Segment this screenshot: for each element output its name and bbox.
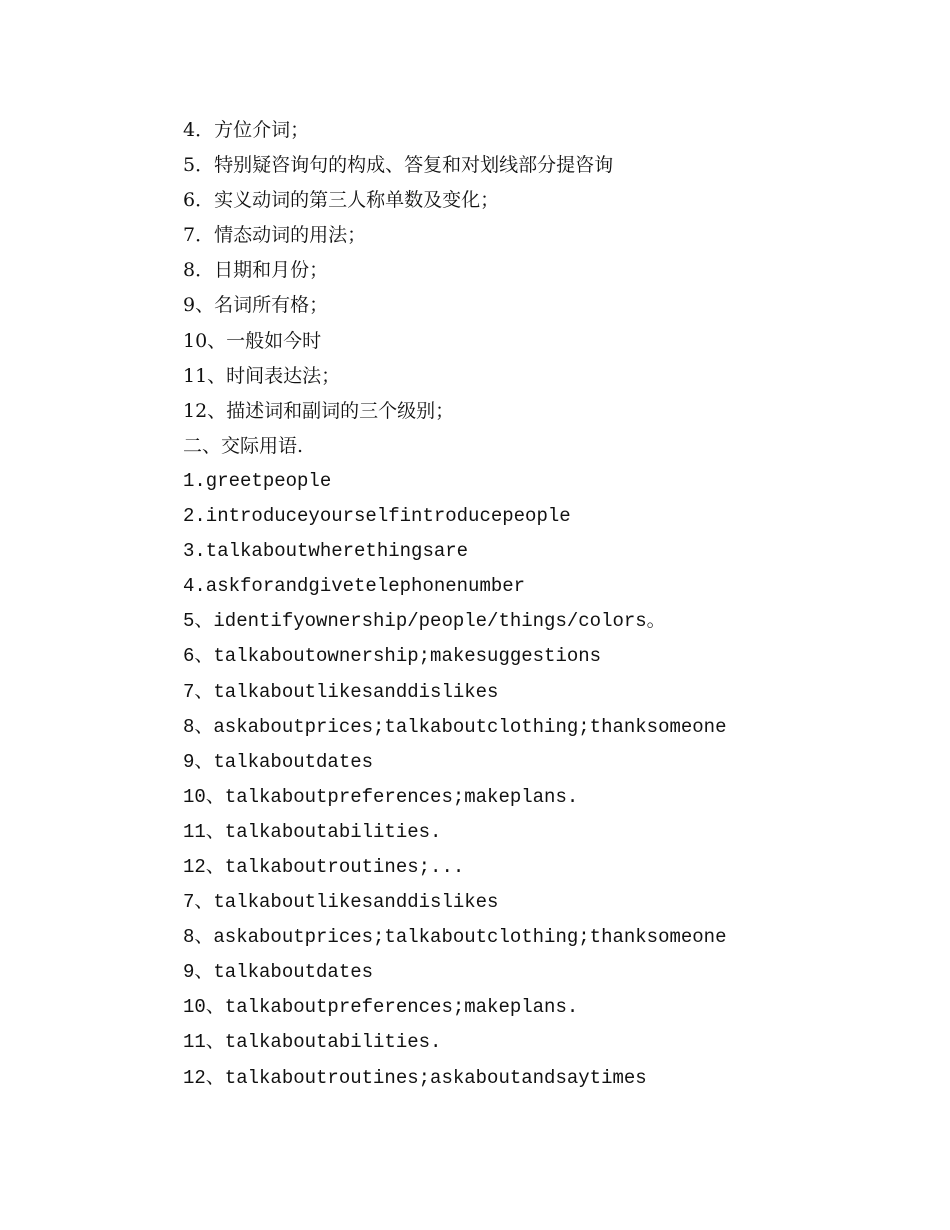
grammar-item-8: 8．日期和月份； [183, 259, 329, 282]
grammar-item-5: 5．特别疑咨询句的构成、答复和对划线部分提咨询 [183, 154, 614, 177]
section-heading-communication: 二、交际用语. [183, 434, 304, 457]
communication-item-4: 4.askforandgivetelephonenumber [183, 575, 526, 598]
communication-item-12-repeat: 12、talkaboutroutines;askaboutandsaytimes [183, 1066, 647, 1089]
grammar-item-10: 10、一般如今时 [183, 329, 322, 352]
communication-item-10-repeat: 10、talkaboutpreferences;makeplans. [183, 996, 579, 1019]
document-body [183, 113, 883, 1096]
communication-item-11: 11、talkaboutabilities. [183, 820, 442, 843]
communication-item-8-repeat: 8、askaboutprices;talkaboutclothing;thanksomeone [183, 926, 727, 949]
communication-item-2: 2.introduceyourselfintroducepeople [183, 505, 571, 528]
grammar-item-11: 11、时间表达法； [183, 364, 341, 387]
grammar-item-4: 4．方位介词； [183, 119, 310, 141]
grammar-item-6: 6．实义动词的第三人称单数及变化； [183, 189, 500, 212]
communication-item-11-repeat: 11、talkaboutabilities. [183, 1031, 442, 1054]
communication-item-7: 7、talkaboutlikesanddislikes [183, 680, 499, 703]
communication-item-8: 8、askaboutprices;talkaboutclothing;thanksomeone [183, 715, 727, 738]
communication-item-1: 1.greetpeople [183, 469, 332, 492]
grammar-item-9: 9、名词所有格； [183, 294, 329, 317]
grammar-item-7: 7．情态动词的用法； [183, 224, 367, 247]
communication-item-9: 9、talkaboutdates [183, 750, 374, 773]
communication-item-10: 10、talkaboutpreferences;makeplans. [183, 785, 579, 808]
communication-item-12: 12、talkaboutroutines;... [183, 855, 465, 878]
communication-item-3: 3.talkaboutwherethingsare [183, 540, 469, 563]
communication-item-7-repeat: 7、talkaboutlikesanddislikes [183, 891, 499, 914]
communication-item-6: 6、talkaboutownership;makesuggestions [183, 645, 602, 668]
communication-item-5: 5、identifyownership/people/things/colors。 [183, 610, 666, 633]
grammar-item-12: 12、描述词和副词的三个级别； [183, 399, 455, 422]
communication-item-9-repeat: 9、talkaboutdates [183, 961, 374, 984]
